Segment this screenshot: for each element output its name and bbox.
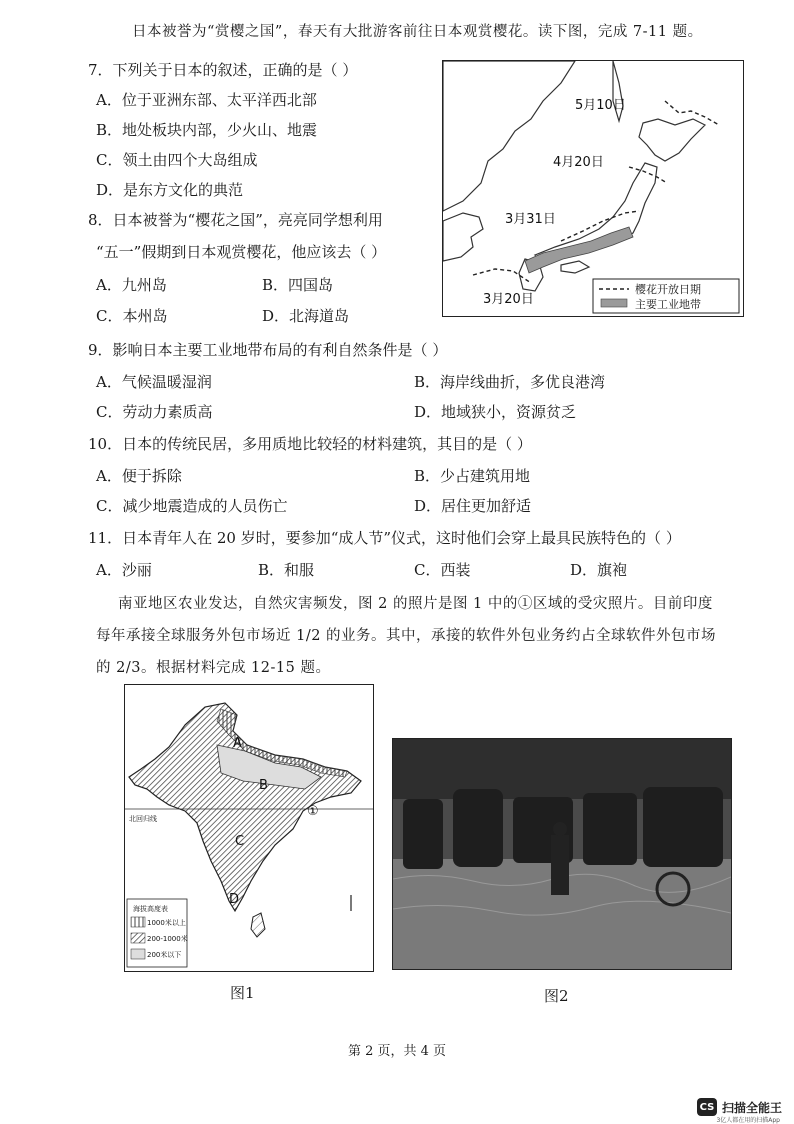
mainland-coast	[443, 61, 575, 211]
section-intro: 日本被誉为“赏樱之国”，春天有大批游客前往日本观赏樱花。读下图，完成 7-11 题。	[132, 24, 703, 40]
legend-bloom: 樱花开放日期	[635, 283, 701, 296]
section2-intro-line2: 每年承接全球服务外包市场近 1/2 的业务。其中，承接的软件外包业务约占全球软件外包市场	[96, 628, 717, 644]
q10-option-c: C．减少地震造成的人员伤亡	[96, 497, 288, 515]
q8-option-b: B．四国岛	[262, 276, 334, 294]
q8-option-c: C．本州岛	[96, 307, 168, 325]
flood-photo	[392, 738, 732, 970]
wading-person	[551, 835, 569, 895]
q7-option-b: B．地处板块内部，少火山、地震	[96, 121, 318, 139]
subcontinent-shape	[129, 703, 361, 911]
section2-intro-line3: 的 2/3。根据材料完成 12-15 题。	[96, 660, 331, 676]
legend-high: 1000米以上	[147, 919, 186, 927]
legend-title: 海拔高度表	[133, 905, 168, 913]
japan-map-svg	[443, 61, 743, 316]
q11-option-c: C．西装	[414, 561, 471, 579]
q7-option-a: A．位于亚洲东部、太平洋西北部	[96, 91, 317, 109]
flood-photo-svg	[393, 739, 731, 969]
wading-person-head	[553, 822, 567, 836]
section2-intro-line1: 南亚地区农业发达，自然灾害频发，图 2 的照片是图 1 中的①区域的受灾照片。目前印度	[118, 596, 713, 612]
q9-option-c: C．劳动力素质高	[96, 403, 213, 421]
legend-low: 200米以下	[147, 951, 182, 959]
fig2-caption: 图2	[544, 987, 569, 1005]
legend-industry-icon	[601, 299, 627, 307]
q10-option-d: D．居住更加舒适	[414, 497, 532, 515]
korean-peninsula	[443, 213, 483, 261]
q8-option-d: D．北海道岛	[262, 307, 350, 325]
q11-stem: 11．日本青年人在 20 岁时，要参加“成人节”仪式，这时他们会穿上最具民族特色的（ ）	[88, 529, 681, 547]
legend-swatch-low	[131, 949, 145, 959]
q10-option-b: B．少占建筑用地	[414, 467, 531, 485]
q11-option-d: D．旗袍	[570, 561, 628, 579]
shikoku	[561, 261, 589, 273]
legend-swatch-mid	[131, 933, 145, 943]
date-mar20: 3月20日	[483, 292, 534, 307]
q11-option-a: A．沙丽	[96, 561, 152, 579]
scanner-watermark	[697, 1098, 782, 1116]
date-may10: 5月10日	[575, 98, 626, 113]
tropic-label: 北回归线	[129, 815, 157, 823]
q8-stem-line1: 8．日本被誉为“樱花之国”，亮亮同学想利用	[88, 211, 383, 229]
legend-mid: 200-1000米	[147, 935, 188, 943]
south-asia-map-svg	[125, 685, 373, 971]
q11-option-b: B．和服	[258, 561, 315, 579]
fig1-caption: 图1	[230, 984, 255, 1002]
date-mar31: 3月31日	[505, 212, 556, 227]
q8-stem-line2: “五一”假期到日本观赏樱花，他应该去（ ）	[96, 243, 387, 261]
q9-stem: 9．影响日本主要工业地带布局的有利自然条件是（ ）	[88, 341, 448, 359]
japan-cherry-map	[442, 60, 744, 317]
region-d-label: D	[229, 892, 240, 907]
scanner-tagline: 3亿人都在用的扫描App	[716, 1117, 780, 1124]
region-b-label: B	[259, 778, 268, 793]
region-c-label: C	[235, 834, 245, 849]
region-a-label: A	[233, 736, 242, 751]
q9-option-b: B．海岸线曲折，多优良港湾	[414, 373, 606, 391]
q7-option-d: D．是东方文化的典范	[96, 181, 244, 199]
q7-option-c: C．领土由四个大岛组成	[96, 151, 258, 169]
page-footer: 第 2 页，共 4 页	[347, 1044, 447, 1059]
scanner-logo-icon: CS	[697, 1098, 717, 1116]
q10-option-a: A．便于拆除	[96, 467, 182, 485]
scanner-name: 扫描全能王	[721, 1100, 782, 1115]
date-apr20: 4月20日	[553, 155, 604, 170]
south-asia-map	[124, 684, 374, 972]
region-1-label: ①	[307, 804, 319, 819]
sri-lanka	[251, 913, 265, 937]
q9-option-d: D．地域狭小，资源贫乏	[414, 403, 577, 421]
legend-industry: 主要工业地带	[635, 298, 701, 311]
q9-option-a: A．气候温暖湿润	[96, 373, 212, 391]
q8-option-a: A．九州岛	[96, 276, 167, 294]
hokkaido	[639, 119, 705, 161]
legend-swatch-high	[131, 917, 145, 927]
q10-stem: 10．日本的传统民居，多用质地比较轻的材料建筑，其目的是（ ）	[88, 435, 532, 453]
q7-stem: 7．下列关于日本的叙述，正确的是（ ）	[88, 61, 358, 79]
